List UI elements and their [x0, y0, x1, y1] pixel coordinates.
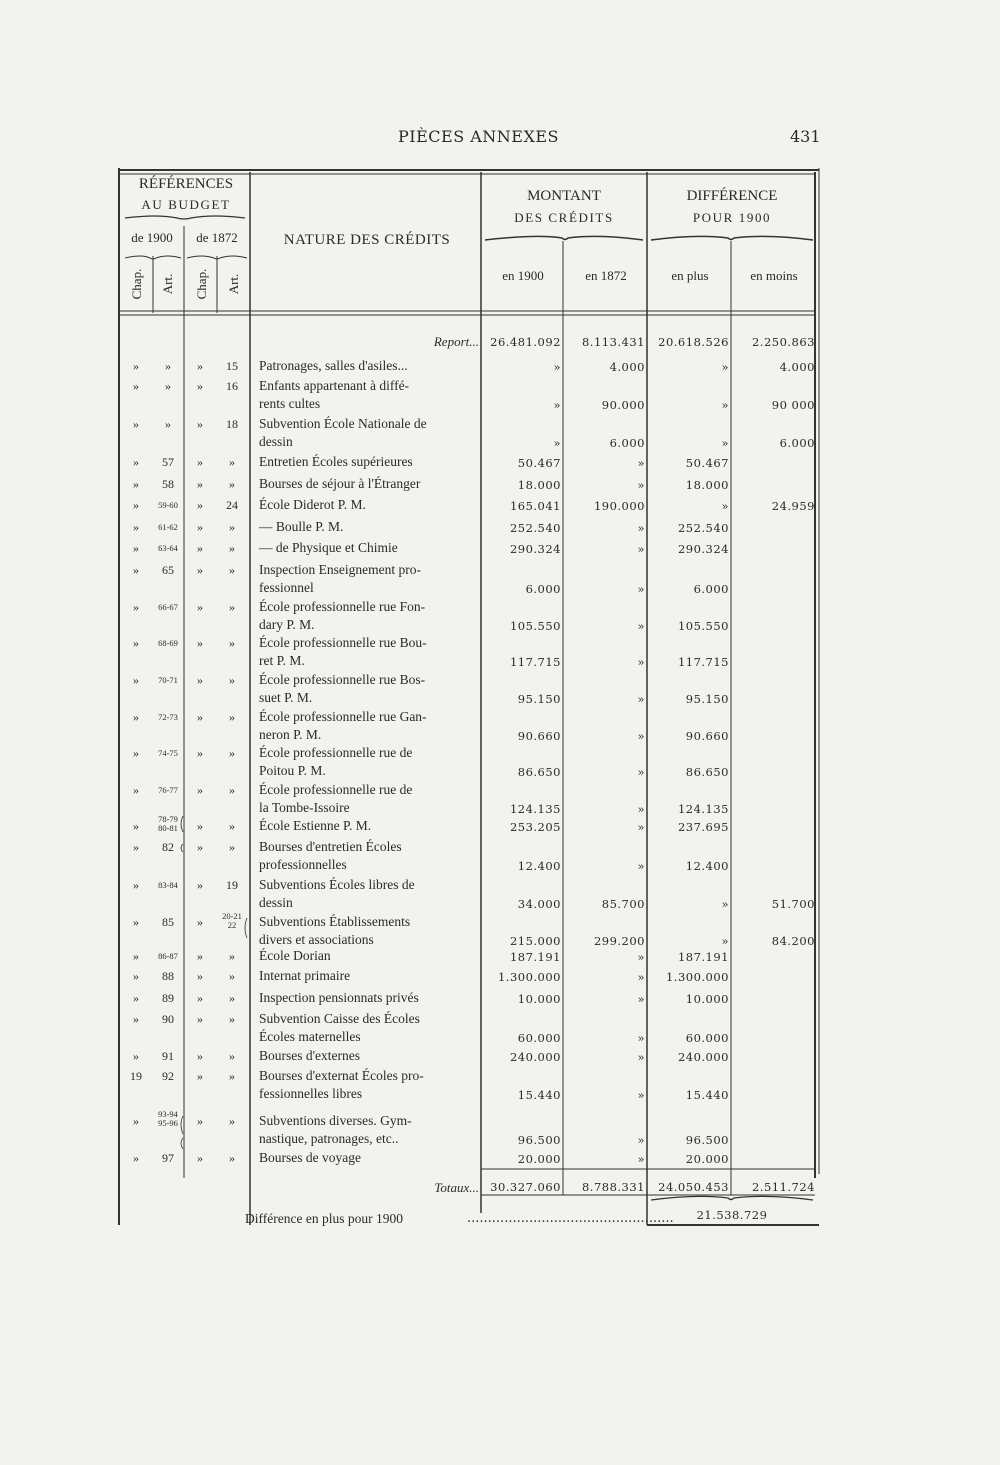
- ref-chap-1900: »: [133, 969, 139, 983]
- budget-table: [117, 168, 819, 1225]
- ref-art-1900: 89: [162, 991, 174, 1005]
- amount-en-1900: »: [553, 436, 561, 450]
- nature-line: Entretien Écoles supérieures: [259, 454, 413, 469]
- nature-line: École professionnelle rue Gan-: [259, 709, 427, 724]
- difference-moins: 6.000: [779, 436, 815, 450]
- nature-line: École professionnelle rue Bou-: [259, 635, 427, 650]
- ref-chap-1872: »: [197, 746, 203, 760]
- ref-art-1872: 20-21 22: [222, 911, 242, 930]
- ref-art-1872: »: [229, 746, 235, 760]
- difference-moins: 51.700: [771, 897, 815, 911]
- ref-art-1872: »: [229, 1069, 235, 1083]
- difference-plus: 18.000: [685, 478, 729, 492]
- ref-chap-1872: »: [197, 673, 203, 687]
- difference-leader-dots: ..................................................: [467, 1211, 674, 1226]
- header-difference: DIFFÉRENCE: [686, 188, 778, 204]
- nature-line: nastique, patronages, etc..: [259, 1131, 399, 1146]
- ref-art-1900: 92: [162, 1069, 174, 1083]
- amount-en-1872: »: [637, 1050, 645, 1064]
- ref-chap-1900: »: [133, 783, 139, 797]
- difference-plus: »: [721, 897, 729, 911]
- totaux-label: Totaux...: [434, 1180, 479, 1195]
- ref-chap-1872: »: [197, 541, 203, 555]
- amount-en-1872: »: [637, 542, 645, 556]
- ref-chap-1900: 19: [130, 1069, 142, 1083]
- ref-chap-1872: »: [197, 840, 203, 854]
- difference-plus: 1.300.000: [665, 970, 729, 984]
- nature-line: Écoles maternelles: [259, 1029, 361, 1044]
- nature-line: dary P. M.: [259, 617, 315, 632]
- ref-chap-1872: »: [197, 710, 203, 724]
- ref-art-1872: »: [229, 949, 235, 963]
- ref-chap-1872: »: [197, 949, 203, 963]
- ref-art-1872: 16: [226, 379, 238, 393]
- ref-chap-1872: »: [197, 379, 203, 393]
- ref-art-1900: 59-60: [158, 500, 178, 510]
- nature-line: École professionnelle rue de: [259, 745, 413, 760]
- ref-chap-1900: »: [133, 673, 139, 687]
- difference-plus: 90.660: [685, 729, 729, 743]
- amount-en-1900: 15.440: [517, 1088, 561, 1102]
- ref-art-1872: »: [229, 1049, 235, 1063]
- page-number: 431: [790, 127, 821, 146]
- nature-line: École Diderot P. M.: [259, 497, 366, 512]
- ref-art-1872: »: [229, 541, 235, 555]
- nature-line: dessin: [259, 434, 293, 449]
- ref-chap-1900: »: [133, 878, 139, 892]
- amount-en-1900: 18.000: [517, 478, 561, 492]
- amount-en-1900: 6.000: [525, 582, 561, 596]
- nature-line: — de Physique et Chimie: [259, 540, 398, 555]
- ref-chap-1900: »: [133, 819, 139, 833]
- ref-art-1900: 82: [162, 840, 174, 854]
- ref-chap-1900: »: [133, 746, 139, 760]
- ref-art-1900: 61-62: [158, 522, 178, 532]
- ref-art-1872: »: [229, 455, 235, 469]
- ref-chap-1900: »: [133, 1114, 139, 1128]
- amount-en-1900: 105.550: [509, 619, 561, 633]
- ref-chap-1872: »: [197, 520, 203, 534]
- amount-en-1872: »: [637, 456, 645, 470]
- nature-line: fessionnel: [259, 580, 314, 595]
- nature-line: École professionnelle rue Fon-: [259, 599, 426, 614]
- difference-plus: »: [721, 436, 729, 450]
- ref-art-1872: »: [229, 563, 235, 577]
- ref-art-1900: 58: [162, 477, 174, 491]
- header-nature: NATURE DES CRÉDITS: [283, 232, 451, 248]
- nature-line: Bourses de voyage: [259, 1150, 361, 1165]
- ref-chap-1900: »: [133, 1012, 139, 1026]
- difference-plus: 105.550: [677, 619, 729, 633]
- amount-en-1872: 85.700: [601, 897, 645, 911]
- ref-chap-1900: »: [133, 417, 139, 431]
- header-references: RÉFÉRENCES: [138, 176, 234, 192]
- difference-plus: 124.135: [677, 802, 729, 816]
- difference-moins: 24.959: [771, 499, 815, 513]
- ref-art-1900: 74-75: [158, 748, 178, 758]
- ref-art-1872: »: [229, 969, 235, 983]
- amount-en-1900: 50.467: [517, 456, 561, 470]
- ref-chap-1872: »: [197, 819, 203, 833]
- difference-plus: »: [721, 499, 729, 513]
- ref-art-1900: 72-73: [158, 712, 178, 722]
- nature-line: Internat primaire: [259, 968, 351, 983]
- report-label: Report...: [433, 334, 479, 349]
- ref-art-1900: 70-71: [158, 675, 178, 685]
- nature-line: neron P. M.: [259, 727, 322, 742]
- difference-plus: 50.467: [685, 456, 729, 470]
- amount-en-1872: »: [637, 655, 645, 669]
- difference-plus: 240.000: [677, 1050, 729, 1064]
- amount-en-1872: 299.200: [593, 934, 645, 948]
- nature-line: Inspection pensionnats privés: [259, 990, 419, 1005]
- difference-value: 21.538.729: [696, 1208, 768, 1222]
- amount-en-1872: »: [637, 1152, 645, 1166]
- ref-art-1900: 86-87: [158, 951, 178, 961]
- ref-art-1900: 91: [162, 1049, 174, 1063]
- ref-art-1900: 57: [162, 455, 174, 469]
- header-chap-1900: Chap.: [129, 268, 144, 300]
- ref-art-1872: »: [229, 477, 235, 491]
- amount-en-1872: »: [637, 692, 645, 706]
- ref-art-1900: »: [165, 379, 171, 393]
- ref-chap-1872: »: [197, 417, 203, 431]
- ref-chap-1900: »: [133, 949, 139, 963]
- ref-chap-1900: »: [133, 600, 139, 614]
- difference-plus: »: [721, 934, 729, 948]
- difference-plus: 290.324: [677, 542, 729, 556]
- difference-moins: 4.000: [779, 360, 815, 374]
- header-pour-1900: POUR 1900: [692, 210, 772, 225]
- ref-art-1872: 18: [226, 417, 238, 431]
- ref-art-1900: 83-84: [158, 880, 178, 890]
- header-art-1900: Art.: [160, 273, 175, 295]
- nature-line: Subventions Établissements: [259, 914, 411, 929]
- difference-plus: 15.440: [685, 1088, 729, 1102]
- nature-line: professionnelles: [259, 857, 347, 872]
- header-en-plus: en plus: [671, 268, 709, 283]
- ref-chap-1872: »: [197, 915, 203, 929]
- amount-en-1900: 90.660: [517, 729, 561, 743]
- ref-art-1900: 85: [162, 915, 174, 929]
- ref-art-1872: »: [229, 636, 235, 650]
- amount-en-1900: 12.400: [517, 859, 561, 873]
- ref-chap-1900: »: [133, 563, 139, 577]
- difference-plus: 187.191: [677, 950, 729, 964]
- ref-chap-1900: »: [133, 379, 139, 393]
- ref-art-1872: 15: [226, 359, 238, 373]
- nature-line: École professionnelle rue de: [259, 782, 413, 797]
- amount-en-1900: »: [553, 360, 561, 374]
- ref-art-1900: »: [165, 417, 171, 431]
- ref-art-1900: 93-94 95-96: [158, 1109, 178, 1128]
- ref-art-1872: »: [229, 1151, 235, 1165]
- amount-en-1872: »: [637, 619, 645, 633]
- nature-line: divers et associations: [259, 932, 374, 947]
- nature-line: Inspection Enseignement pro-: [259, 562, 421, 577]
- nature-line: Bourses de séjour à l'Étranger: [259, 476, 421, 491]
- ref-art-1872: »: [229, 991, 235, 1005]
- amount-en-1872: »: [637, 729, 645, 743]
- ref-chap-1872: »: [197, 1069, 203, 1083]
- ref-art-1872: »: [229, 783, 235, 797]
- amount-en-1872: »: [637, 582, 645, 596]
- ref-chap-1900: »: [133, 710, 139, 724]
- difference-plus: 237.695: [677, 820, 729, 834]
- header-de-1900: de 1900: [131, 230, 173, 245]
- ref-art-1872: »: [229, 600, 235, 614]
- difference-plus: »: [721, 398, 729, 412]
- amount-en-1900: 117.715: [509, 655, 561, 669]
- difference-plus: 6.000: [693, 582, 729, 596]
- header-des-credits: DES CRÉDITS: [514, 210, 614, 225]
- ref-chap-1900: »: [133, 991, 139, 1005]
- running-head: PIÈCES ANNEXES: [398, 127, 559, 146]
- ref-art-1900: 68-69: [158, 638, 178, 648]
- nature-line: Patronages, salles d'asiles...: [259, 358, 408, 373]
- difference-plus: »: [721, 360, 729, 374]
- difference-plus: 12.400: [685, 859, 729, 873]
- nature-line: Subventions Écoles libres de: [259, 877, 415, 892]
- nature-line: fessionnelles libres: [259, 1086, 363, 1101]
- report-plus: 20.618.526: [658, 335, 729, 349]
- ref-chap-1900: »: [133, 1049, 139, 1063]
- nature-line: Subvention Caisse des Écoles: [259, 1011, 420, 1026]
- amount-en-1900: 253.205: [509, 820, 561, 834]
- nature-line: École Dorian: [259, 948, 331, 963]
- amount-en-1872: »: [637, 1031, 645, 1045]
- amount-en-1900: 10.000: [517, 992, 561, 1006]
- amount-en-1900: 20.000: [517, 1152, 561, 1166]
- ref-art-1872: 19: [226, 878, 238, 892]
- amount-en-1872: »: [637, 802, 645, 816]
- amount-en-1900: 165.041: [509, 499, 561, 513]
- ref-chap-1872: »: [197, 498, 203, 512]
- amount-en-1900: 124.135: [509, 802, 561, 816]
- amount-en-1900: 96.500: [517, 1133, 561, 1147]
- nature-line: Bourses d'externat Écoles pro-: [259, 1068, 424, 1083]
- amount-en-1900: 240.000: [509, 1050, 561, 1064]
- header-en-1900: en 1900: [502, 268, 544, 283]
- ref-art-1872: 24: [226, 498, 238, 512]
- header-de-1872: de 1872: [196, 230, 238, 245]
- nature-line: Enfants appartenant à diffé-: [259, 378, 410, 393]
- difference-plus: 86.650: [685, 765, 729, 779]
- report-en-1872: 8.113.431: [581, 335, 645, 349]
- ref-art-1900: 78-79 80-81: [158, 814, 178, 833]
- nature-line: rents cultes: [259, 396, 321, 411]
- ref-chap-1900: »: [133, 636, 139, 650]
- header-au-budget: AU BUDGET: [141, 197, 231, 212]
- amount-en-1872: 4.000: [609, 360, 645, 374]
- totaux-en-1900: 30.327.060: [490, 1180, 561, 1194]
- amount-en-1900: 290.324: [509, 542, 561, 556]
- header-en-1872: en 1872: [585, 268, 627, 283]
- ref-chap-1900: »: [133, 520, 139, 534]
- nature-line: Subventions diverses. Gym-: [259, 1113, 412, 1128]
- nature-line: la Tombe-Issoire: [259, 800, 350, 815]
- amount-en-1900: 95.150: [517, 692, 561, 706]
- amount-en-1872: »: [637, 1133, 645, 1147]
- amount-en-1900: 252.540: [509, 521, 561, 535]
- ref-chap-1900: »: [133, 455, 139, 469]
- amount-en-1900: »: [553, 398, 561, 412]
- ref-chap-1872: »: [197, 477, 203, 491]
- ref-chap-1900: »: [133, 359, 139, 373]
- amount-en-1872: »: [637, 1088, 645, 1102]
- difference-plus: 20.000: [685, 1152, 729, 1166]
- ref-chap-1900: »: [133, 477, 139, 491]
- ref-chap-1872: »: [197, 878, 203, 892]
- ref-art-1900: 90: [162, 1012, 174, 1026]
- difference-plus: 10.000: [685, 992, 729, 1006]
- difference-plus: 117.715: [677, 655, 729, 669]
- difference-plus: 252.540: [677, 521, 729, 535]
- amount-en-1900: 86.650: [517, 765, 561, 779]
- amount-en-1872: »: [637, 820, 645, 834]
- nature-line: Bourses d'externes: [259, 1048, 361, 1063]
- totaux-en-1872: 8.788.331: [581, 1180, 645, 1194]
- ref-art-1900: 88: [162, 969, 174, 983]
- ref-chap-1872: »: [197, 563, 203, 577]
- amount-en-1872: »: [637, 950, 645, 964]
- ref-art-1900: 97: [162, 1151, 174, 1165]
- amount-en-1900: 60.000: [517, 1031, 561, 1045]
- ref-chap-1872: »: [197, 991, 203, 1005]
- ref-chap-1900: »: [133, 498, 139, 512]
- header-art-1872: Art.: [226, 273, 241, 295]
- ref-chap-1872: »: [197, 455, 203, 469]
- amount-en-1872: 190.000: [593, 499, 645, 513]
- ref-art-1872: »: [229, 1012, 235, 1026]
- ref-chap-1900: »: [133, 541, 139, 555]
- ref-chap-1872: »: [197, 636, 203, 650]
- amount-en-1872: 6.000: [609, 436, 645, 450]
- ref-chap-1900: »: [133, 1151, 139, 1165]
- difference-plus: 95.150: [685, 692, 729, 706]
- difference-plus: 60.000: [685, 1031, 729, 1045]
- ref-art-1900: 63-64: [158, 543, 178, 553]
- ref-chap-1872: »: [197, 1049, 203, 1063]
- amount-en-1872: »: [637, 970, 645, 984]
- nature-line: dessin: [259, 895, 293, 910]
- ref-chap-1900: »: [133, 915, 139, 929]
- difference-moins: 84.200: [771, 934, 815, 948]
- header-chap-1872: Chap.: [194, 268, 209, 300]
- amount-en-1900: 1.300.000: [497, 970, 561, 984]
- nature-line: Subvention École Nationale de: [259, 416, 427, 431]
- amount-en-1872: »: [637, 478, 645, 492]
- amount-en-1872: »: [637, 765, 645, 779]
- ref-art-1872: »: [229, 520, 235, 534]
- amount-en-1872: »: [637, 992, 645, 1006]
- difference-moins: 90 000: [771, 398, 815, 412]
- header-en-moins: en moins: [750, 268, 798, 283]
- difference-label: Différence en plus pour 1900: [245, 1211, 403, 1226]
- ref-art-1900: 66-67: [158, 602, 178, 612]
- ref-art-1872: »: [229, 1114, 235, 1128]
- ref-chap-1872: »: [197, 1012, 203, 1026]
- amount-en-1872: »: [637, 859, 645, 873]
- ref-chap-1872: »: [197, 600, 203, 614]
- amount-en-1900: 187.191: [509, 950, 561, 964]
- ref-chap-1872: »: [197, 1114, 203, 1128]
- ref-chap-1900: »: [133, 840, 139, 854]
- nature-line: — Boulle P. M.: [259, 519, 344, 534]
- ref-art-1900: 76-77: [158, 785, 178, 795]
- nature-line: Poitou P. M.: [259, 763, 326, 778]
- ref-art-1872: »: [229, 673, 235, 687]
- header-montant: MONTANT: [527, 188, 601, 204]
- amount-en-1900: 215.000: [509, 934, 561, 948]
- nature-line: École Estienne P. M.: [259, 818, 372, 833]
- nature-line: suet P. M.: [259, 690, 313, 705]
- amount-en-1900: 34.000: [517, 897, 561, 911]
- nature-line: École professionnelle rue Bos-: [259, 672, 426, 687]
- ref-chap-1872: »: [197, 783, 203, 797]
- ref-art-1872: »: [229, 819, 235, 833]
- ref-chap-1872: »: [197, 969, 203, 983]
- ref-art-1872: »: [229, 840, 235, 854]
- amount-en-1872: »: [637, 521, 645, 535]
- ref-art-1872: »: [229, 710, 235, 724]
- difference-plus: 96.500: [685, 1133, 729, 1147]
- totaux-plus: 24.050.453: [658, 1180, 729, 1194]
- report-moins: 2.250.863: [751, 335, 815, 349]
- nature-line: ret P. M.: [259, 653, 305, 668]
- ref-chap-1872: »: [197, 1151, 203, 1165]
- nature-line: Bourses d'entretien Écoles: [259, 839, 402, 854]
- amount-en-1872: 90.000: [601, 398, 645, 412]
- ref-chap-1872: »: [197, 359, 203, 373]
- report-en-1900: 26.481.092: [490, 335, 561, 349]
- ref-art-1900: 65: [162, 563, 174, 577]
- totaux-moins: 2.511.724: [751, 1180, 815, 1194]
- ref-art-1900: »: [165, 359, 171, 373]
